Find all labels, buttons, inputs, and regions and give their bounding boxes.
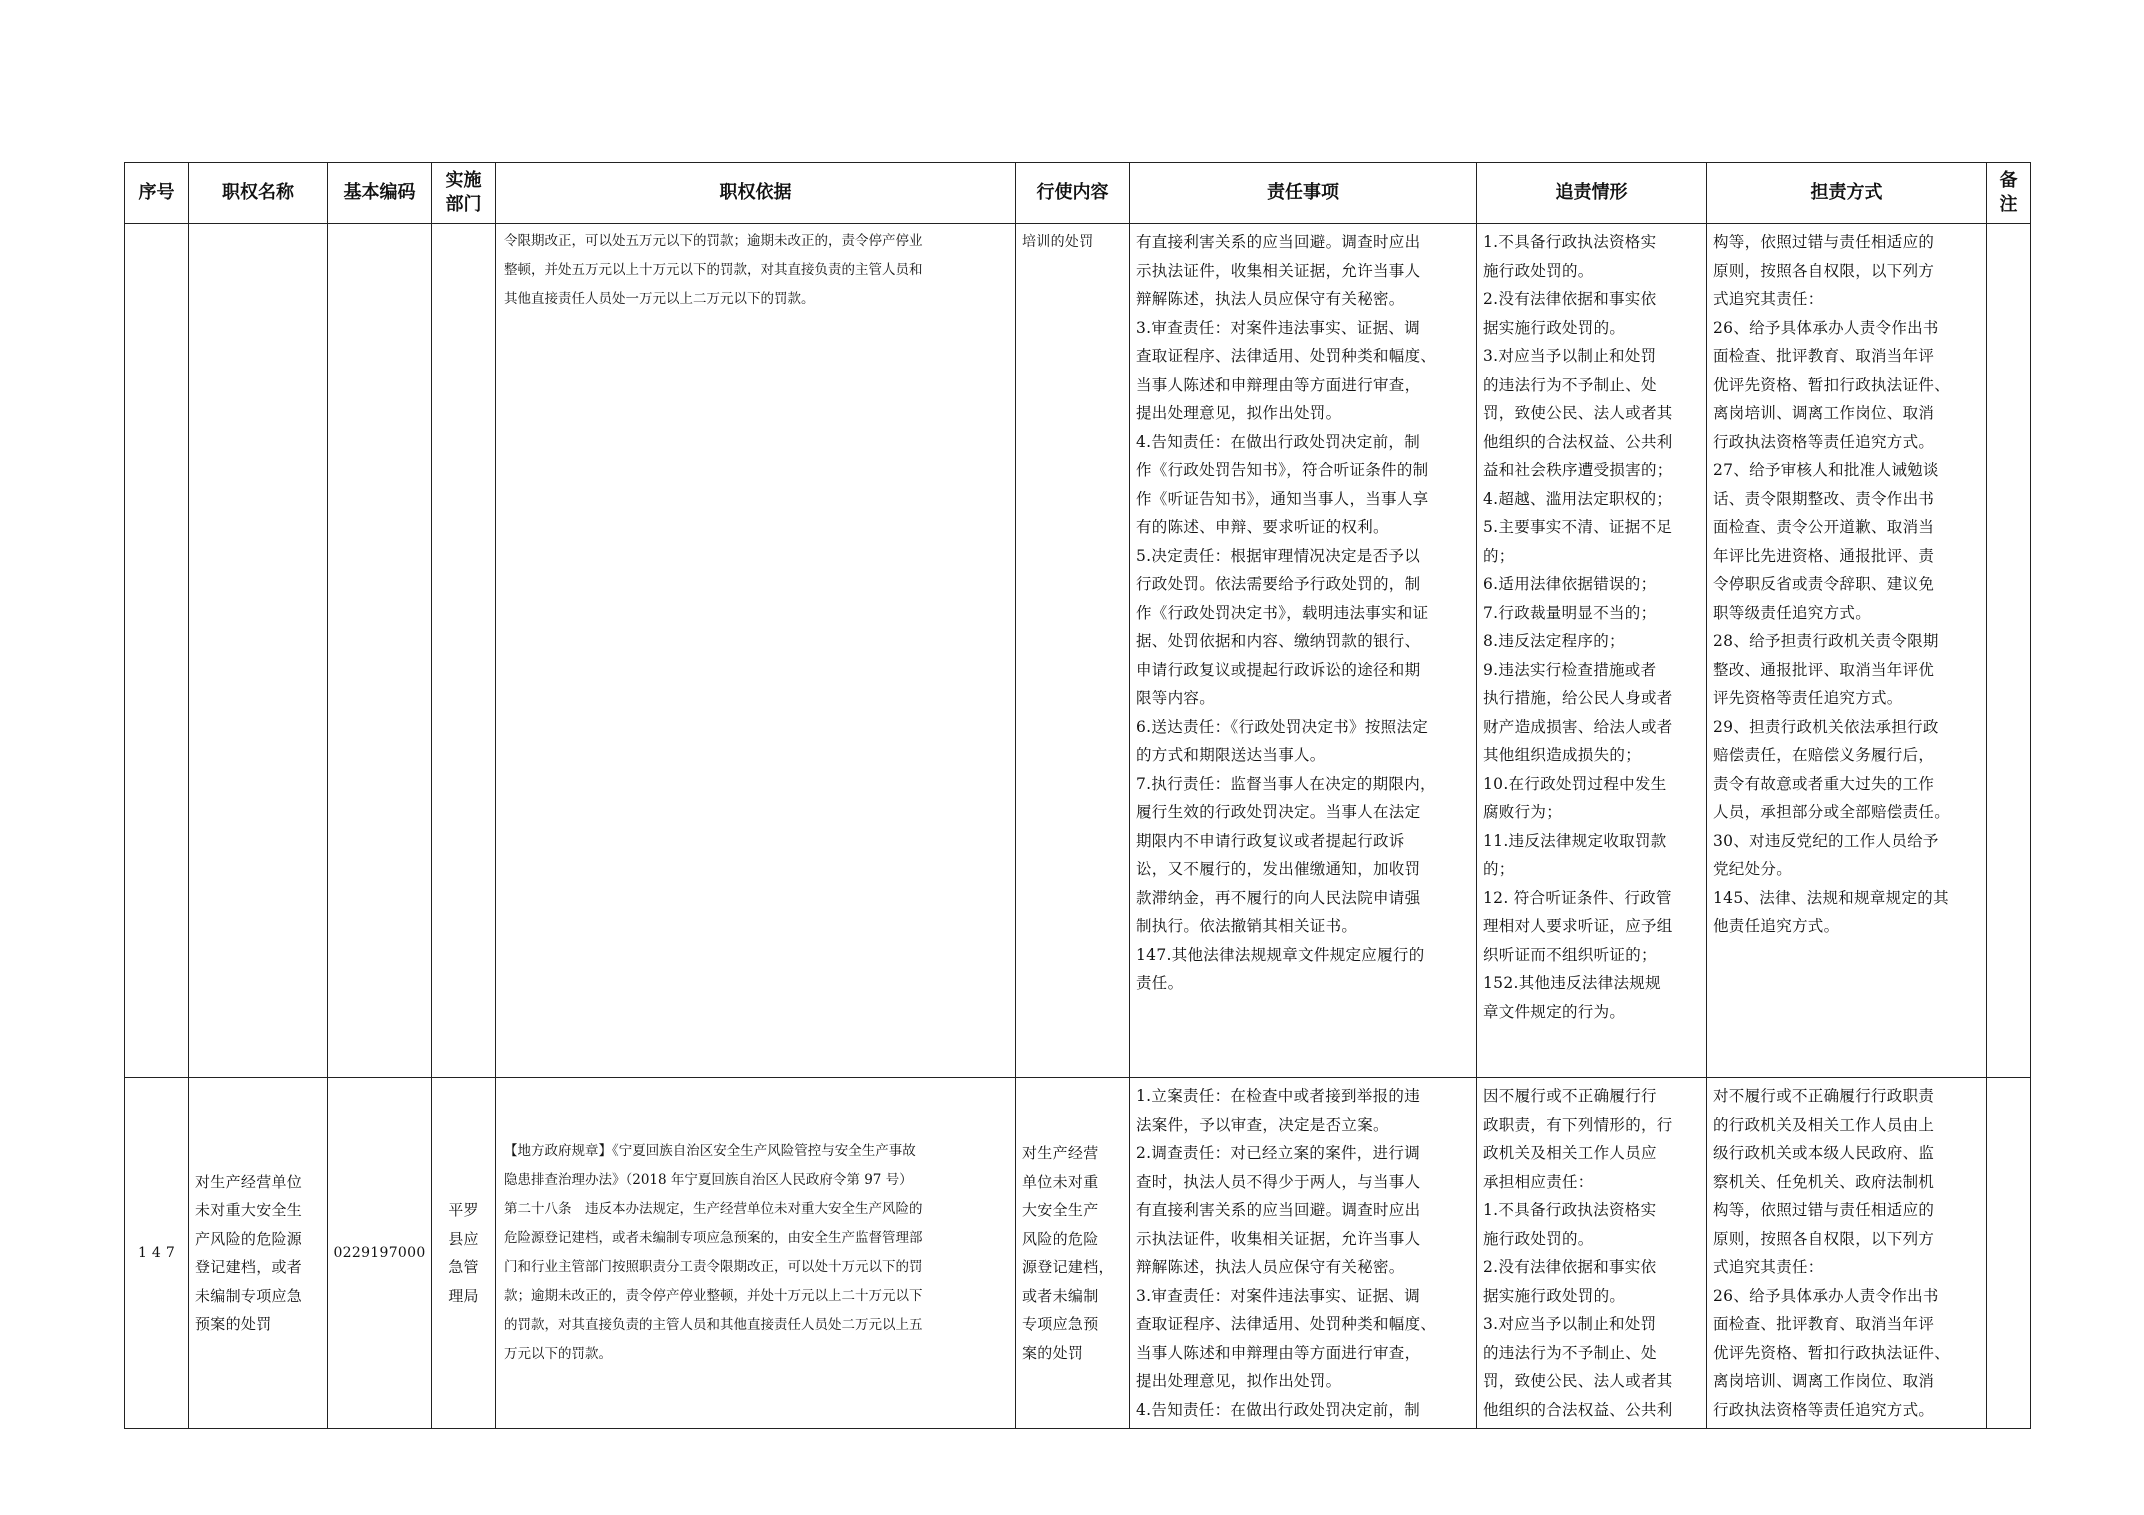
text-line: 8.违反法定程序的； [1483,632,1625,650]
row2-code-text: 0229197000 [333,1244,426,1261]
text-line: 案的处罚 [1022,1343,1084,1362]
text-line: 30、对违反党纪的工作人员给予 [1713,831,1939,850]
text-line: 织听证而不组织听证的； [1483,945,1657,964]
text-line: 5.决定责任：根据审理情况决定是否予以 [1136,546,1420,565]
text-line: 款滞纳金，再不履行的向人民法院申请强 [1136,888,1421,907]
text-line: 单位未对重 [1022,1172,1099,1191]
text-line: 示执法证件，收集相关证据，允许当事人 [1136,261,1421,280]
text-line: 有直接利害关系的应当回避。调查时应出 [1136,233,1421,251]
text-line: 隐患排查治理办法》（2018 年宁夏回族自治区人民政府令第 97 号） [504,1172,913,1188]
text-line: 款；逾期未改正的，责令停产停业整顿，并处十万元以上二十万元以下 [504,1288,923,1304]
text-line: 当事人陈述和申辩理由等方面进行审查， [1136,375,1421,394]
text-line: 第二十八条 违反本办法规定，生产经营单位未对重大安全生产风险的 [504,1201,923,1217]
text-line: 作《听证告知书》，通知当事人，当事人享 [1136,489,1429,508]
text-line: 3.对应当予以制止和处罚 [1483,1315,1657,1333]
text-line: 未编制专项应急 [195,1286,303,1305]
text-line: 他组织的合法权益、公共利 [1483,432,1673,451]
text-line: 其他组织造成损失的； [1483,746,1642,764]
text-line: 3.审查责任：对案件违法事实、证据、调 [1136,1286,1420,1305]
text-line: 152.其他违反法律法规规 [1483,974,1661,992]
row2-accountability [1477,1078,1707,1429]
text-line: 门和行业主管部门按照职责分工责令限期改正，可以处十万元以下的罚 [504,1259,923,1275]
text-line: 危险源登记建档，或者未编制专项应急预案的，由安全生产监督管理部 [504,1230,923,1246]
text-line: 面检查、批评教育、取消当年评 [1713,347,1935,365]
row2-code [328,1078,432,1429]
text-line: 的违法行为不予制止、处 [1483,1343,1657,1362]
header-liability: 担责方式 [1707,163,1987,224]
row2-name [189,1078,328,1429]
text-line: 县应 [448,1229,479,1248]
header-code: 基本编码 [328,163,432,224]
table-row [125,224,2031,1078]
text-line: 章文件规定的行为。 [1483,1002,1626,1021]
row2-seq-text: 1 4 7 [137,1244,176,1261]
text-line: 制执行。依法撤销其相关证书。 [1136,917,1358,935]
text-line: 147.其他法律法规规章文件规定应履行的 [1136,945,1425,964]
row2-remark [1987,1078,2031,1429]
row2-dept [432,1078,496,1429]
text-line: 预案的处罚 [195,1315,272,1333]
text-line: 7.行政裁量明显不当的； [1483,603,1657,622]
row1-basis [496,224,1016,1078]
text-line: 【地方政府规章】《宁夏回族自治区安全生产风险管控与安全生产事故 [504,1143,916,1159]
row2-liability [1707,1078,1987,1429]
text-line: 2.没有法律依据和事实依 [1483,290,1657,308]
text-line: 查取证程序、法律适用、处罚种类和幅度、 [1136,347,1437,365]
text-line: 履行生效的行政处罚决定。当事人在法定 [1136,803,1421,821]
text-line: 28、给予担责行政机关责令限期 [1713,632,1939,650]
text-line: 有直接利害关系的应当回避。调查时应出 [1136,1201,1421,1219]
text-line: 据实施行政处罚的。 [1483,1286,1626,1305]
text-line: 式追究其责任： [1713,290,1824,308]
text-line: 3.审查责任：对案件违法事实、证据、调 [1136,318,1420,337]
text-line: 10.在行政处罚过程中发生 [1483,774,1667,793]
row1-dept [432,224,496,1078]
text-line: 2.没有法律依据和事实依 [1483,1258,1657,1276]
text-line: 行政执法资格等责任追究方式。 [1713,432,1935,451]
text-line: 的行政机关及相关工作人员由上 [1713,1115,1935,1134]
text-line: 急管 [448,1258,479,1276]
text-line: 离岗培训、调离工作岗位、取消 [1713,1372,1935,1390]
text-line: 期限内不申请行政复议或者提起行政诉 [1136,831,1405,850]
text-line: 施行政处罚的。 [1483,261,1594,280]
text-line: 产风险的危险源 [195,1229,303,1248]
text-line: 万元以下的罚款。 [504,1346,612,1362]
text-line: 罚，致使公民、法人或者其 [1483,404,1673,422]
text-line: 26、给予具体承办人责令作出书 [1713,1286,1939,1305]
header-dept-text: 实施部门 [445,170,482,215]
text-line: 查时，执法人员不得少于两人，与当事人 [1136,1172,1421,1191]
header-dept [432,163,496,224]
text-line: 他组织的合法权益、公共利 [1483,1400,1673,1419]
header-name: 职权名称 [189,163,328,224]
text-line: 登记建档，或者 [195,1258,303,1276]
text-line: 提出处理意见，拟作出处罚。 [1136,404,1342,422]
text-line: 4.超越、滥用法定职权的； [1483,489,1673,508]
text-line: 理相对人要求听证，应予组 [1483,917,1673,935]
text-line: 的罚款，对其直接负责的主管人员和其他直接责任人员处二万元以上五 [504,1317,923,1333]
text-line: 财产造成损害、给法人或者 [1483,717,1673,736]
row1-content [1016,224,1130,1078]
header-remark-text: 备注 [1999,170,2018,215]
text-line: 构等，依照过错与责任相适应的 [1713,1201,1935,1219]
text-line: 的违法行为不予制止、处 [1483,375,1657,394]
text-line: 5.主要事实不清、证据不足 [1483,518,1673,536]
text-line: 赔偿责任，在赔偿义务履行后， [1713,746,1935,764]
text-line: 据、处罚依据和内容、缴纳罚款的银行、 [1136,632,1421,650]
text-line: 11.违反法律规定收取罚款 [1483,831,1667,850]
row2-duties [1130,1078,1477,1429]
text-line: 1.立案责任：在检查中或者接到举报的违 [1136,1087,1420,1105]
text-line: 整改、通报批评、取消当年评优 [1713,660,1935,679]
text-line: 的方式和期限送达当事人。 [1136,746,1326,764]
text-line: 察机关、任免机关、政府法制机 [1713,1172,1935,1191]
text-line: 式追究其责任： [1713,1258,1824,1276]
text-line: 执行措施，给公民人身或者 [1483,689,1673,707]
row2-seq [125,1078,189,1429]
text-line: 原则，按照各自权限，以下列方 [1713,261,1935,280]
text-line: 27、给予审核人和批准人诫勉谈 [1713,461,1939,479]
text-line: 构等，依照过错与责任相适应的 [1713,233,1935,251]
row1-seq [125,224,189,1078]
text-line: 整顿，并处五万元以上十万元以下的罚款，对其直接负责的主管人员和 [504,262,923,278]
text-line: 因不履行或不正确履行行 [1483,1087,1657,1105]
text-line: 优评先资格、暂扣行政执法证件、 [1713,375,1951,394]
text-line: 辩解陈述，执法人员应保守有关秘密。 [1136,1258,1405,1276]
row2-content [1016,1078,1130,1429]
row1-remark [1987,224,2031,1078]
text-line: 讼，又不履行的，发出催缴通知，加收罚 [1136,860,1421,878]
text-line: 面检查、批评教育、取消当年评 [1713,1315,1935,1333]
header-row [125,163,2031,224]
text-line: 据实施行政处罚的。 [1483,318,1626,337]
table-row [125,1078,2031,1429]
text-line: 6.送达责任：《行政处罚决定书》按照法定 [1136,717,1429,736]
text-line: 当事人陈述和申辩理由等方面进行审查， [1136,1343,1421,1362]
text-line: 党纪处分。 [1713,860,1793,878]
text-line: 罚，致使公民、法人或者其 [1483,1372,1673,1390]
text-line: 平罗 [448,1201,479,1219]
text-line: 离岗培训、调离工作岗位、取消 [1713,404,1935,422]
text-line: 级行政机关或本级人民政府、监 [1713,1144,1935,1162]
text-line: 原则，按照各自权限，以下列方 [1713,1229,1935,1248]
text-line: 评先资格等责任追究方式。 [1713,689,1903,707]
header-duties: 责任事项 [1130,163,1477,224]
text-line: 作《行政处罚告知书》，符合听证条件的制 [1136,461,1429,479]
text-line: 4.告知责任：在做出行政处罚决定前，制 [1136,432,1420,451]
text-line: 其他直接责任人员处一万元以上二万元以下的罚款。 [504,291,815,307]
text-line: 2.调查责任：对已经立案的案件，进行调 [1136,1144,1420,1162]
text-line: 责令有故意或者重大过失的工作 [1713,774,1935,793]
text-line: 令限期改正，可以处五万元以下的罚款；逾期未改正的，责令停产停业 [504,233,923,249]
text-line: 政机关及相关工作人员应 [1483,1144,1657,1162]
text-line: 责任。 [1136,974,1184,992]
text-line: 有的陈述、申辩、要求听证的权利。 [1136,518,1389,536]
text-line: 腐败行为； [1483,803,1563,821]
text-line: 示执法证件，收集相关证据，允许当事人 [1136,1229,1421,1248]
text-line: 对生产经营 [1022,1144,1099,1162]
text-line: 查取证程序、法律适用、处罚种类和幅度、 [1136,1315,1437,1333]
text-line: 风险的危险 [1022,1229,1099,1248]
text-line: 的； [1483,860,1515,878]
text-line: 145、法律、法规和规章规定的其 [1713,888,1949,907]
text-line: 承担相应责任： [1483,1172,1594,1191]
text-line: 优评先资格、暂扣行政执法证件、 [1713,1343,1951,1362]
text-line: 3.对应当予以制止和处罚 [1483,347,1657,365]
text-line: 提出处理意见，拟作出处罚。 [1136,1372,1342,1390]
text-line: 12. 符合听证条件、行政管 [1483,888,1672,907]
text-line: 29、担责行政机关依法承担行政 [1713,717,1939,736]
row1-code [328,224,432,1078]
row2-basis [496,1078,1016,1429]
text-line: 行政处罚。依法需要给予行政处罚的，制 [1136,575,1421,593]
text-line: 政职责，有下列情形的，行 [1483,1115,1673,1134]
text-line: 年评比先进资格、通报批评、责 [1713,546,1935,565]
text-line: 源登记建档， [1022,1258,1114,1276]
text-line: 4.告知责任：在做出行政处罚决定前，制 [1136,1400,1420,1419]
text-line: 专项应急预 [1022,1315,1099,1333]
text-line: 26、给予具体承办人责令作出书 [1713,318,1939,337]
text-line: 对生产经营单位 [195,1172,303,1191]
text-line: 9.违法实行检查措施或者 [1483,660,1657,679]
row1-accountability [1477,224,1707,1078]
row1-name [189,224,328,1078]
text-line: 他责任追究方式。 [1713,917,1840,935]
header-basis: 职权依据 [496,163,1016,224]
text-line: 法案件，予以审查，决定是否立案。 [1136,1115,1389,1134]
row1-liability [1707,224,1987,1078]
text-line: 辩解陈述，执法人员应保守有关秘密。 [1136,290,1405,308]
text-line: 话、责令限期整改、责令作出书 [1713,489,1935,508]
header-accountability: 追责情形 [1477,163,1707,224]
text-line: 施行政处罚的。 [1483,1229,1594,1248]
text-line: 的； [1483,546,1515,565]
header-content: 行使内容 [1016,163,1130,224]
text-line: 人员，承担部分或全部赔偿责任。 [1713,803,1951,821]
text-line: 益和社会秩序遭受损害的； [1483,461,1673,479]
row1-duties [1130,224,1477,1078]
text-line: 作《行政处罚决定书》，载明违法事实和证 [1136,603,1429,622]
text-line: 面检查、责令公开道歉、取消当 [1713,518,1935,536]
text-line: 申请行政复议或提起行政诉讼的途径和期 [1136,660,1421,679]
text-line: 行政执法资格等责任追究方式。 [1713,1400,1935,1419]
text-line: 限等内容。 [1136,689,1216,707]
text-line: 令停职反省或责令辞职、建议免 [1713,575,1935,593]
text-line: 对不履行或不正确履行行政职责 [1713,1087,1935,1105]
text-line: 6.适用法律依据错误的； [1483,575,1657,593]
text-line: 理局 [448,1286,479,1305]
duty-table [124,162,2031,1429]
text-line: 或者未编制 [1022,1286,1099,1305]
text-line: 大安全生产 [1022,1201,1099,1219]
header-remark [1987,163,2031,224]
text-line: 1.不具备行政执法资格实 [1483,1201,1657,1219]
text-line: 未对重大安全生 [195,1201,303,1219]
text-line: 7.执行责任：监督当事人在决定的期限内， [1136,774,1436,793]
header-seq: 序号 [125,163,189,224]
text-line: 1.不具备行政执法资格实 [1483,233,1657,251]
text-line: 职等级责任追究方式。 [1713,603,1872,622]
row1-content-text: 培训的处罚 [1022,234,1094,250]
